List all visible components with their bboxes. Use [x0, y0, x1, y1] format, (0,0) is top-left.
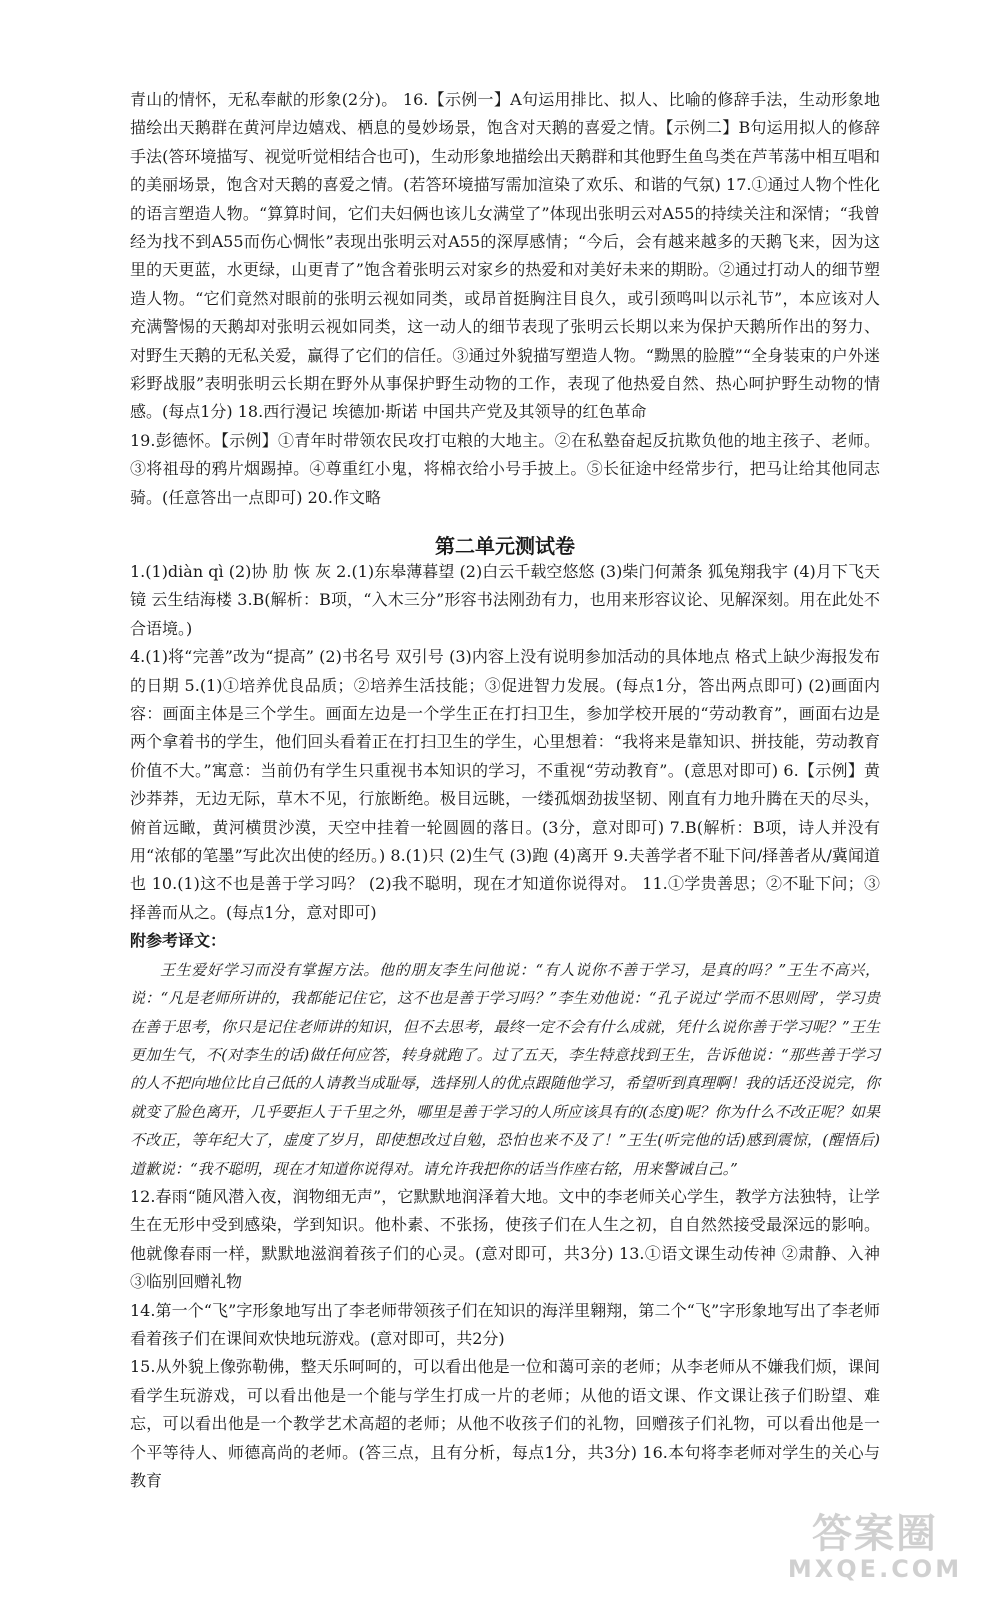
watermark-domain: MXQE.COM [787, 1555, 963, 1583]
translation-text: 王生爱好学习而没有掌握方法。他的朋友李生问他说：“有人说你不善于学习，是真的吗？”王生不高兴，说：“凡是老师所讲的，我都能记住它，这不也是善于学习吗？”李生劝他说：“孔子说过‘学而不思则罔’，学习贵在善于思考，你只是记住老师讲的知识，但不去思考，最终一定不会有什么成就，凭什么说你善于学习呢？”王生更加生气，不(对李生的话)做任何应答，转身就跑了。过了五天，李生特意找到王生，告诉他说：“那些善于学习的人不把向地位比自己低的人请教当成耻辱，选择别人的优点跟随他学习，希望听到真理啊！我的话还没说完，你就变了脸色离开，几乎要拒人于千里之外，哪里是善于学习的人所应该具有的(态度)呢？你为什么不改正呢？如果不改正，等年纪大了，虚度了岁月，即使想改过自勉，恐怕也来不及了！”王生(听完他的话)感到震惊，(醒悟后)道歉说：“我不聪明，现在才知道你说得对。请允许我把你的话当作座右铭，用来警诫自己。” [130, 960, 881, 1178]
answer-paragraph: 青山的情怀，无私奉献的形象(2分)。 16.【示例一】A句运用排比、拟人、比喻的修辞手法，生动形象地描绘出天鹅群在黄河岸边嬉戏、栖息的曼妙场景，饱含对天鹅的喜爱之情。【示例二】B句运用拟人的修辞手法(答环境描写、视觉听觉相结合也可)，生动形象地描绘出天鹅群和其他野生鱼鸟类在芦苇荡中相互唱和的美丽场景，饱含对天鹅的喜爱之情。(若答环境描写需加渲染了欢乐、和谐的气氛) 17.①通过人物个性化的语言塑造人物。“算算时间，它们夫妇俩也该儿女满堂了”体现出张明云对A55的持续关注和深情；“我曾经为找不到A55而伤心惆怅”表现出张明云对A55的深厚感情；“今后，会有越来越多的天鹅飞来，因为这里的天更蓝，水更绿，山更青了”饱含着张明云对家乡的热爱和对美好未来的期盼。②通过打动人的细节塑造人物。“它们竟然对眼前的张明云视如同类，或昂首挺胸注目良久，或引颈鸣叫以示礼节”，本应该对人充满警惕的天鹅却对张明云视如同类，这一动人的细节表现了张明云长期以来为保护天鹅所作出的努力、对野生天鹅的无私关爱，赢得了它们的信任。③通过外貌描写塑造人物。“黝黑的脸膛”“全身装束的户外迷彩野战服”表明张明云长期在野外从事保护野生动物的工作，表现了他热爱自然、热心呵护野生动物的情感。(每点1分) 18.西行漫记 埃德加·斯诺 中国共产党及其领导的红色革命 [130, 90, 880, 422]
middle-section [130, 558, 880, 1495]
top-section [130, 86, 880, 512]
answer-paragraph: 1.(1)diàn qì (2)协 肋 恢 灰 2.(1)东皋薄暮望 (2)白云千载空悠悠 (3)柴门何萧条 狐兔翔我宇 (4)月下飞天镜 云生结海楼 3.B(解析：B项，“入木三分”形容书法刚劲有力，也用来形容议论、见解深刻。用在此处不合语境。) [130, 562, 880, 638]
answer-paragraph: 14.第一个“飞”字形象地写出了李老师带领孩子们在知识的海洋里翱翔，第二个“飞”字形象地写出了李老师看着孩子们在课间欢快地玩游戏。(意对即可，共2分) [130, 1300, 880, 1348]
answer-paragraph: 4.(1)将“完善”改为“提高” (2)书名号 双引号 (3)内容上没有说明参加活动的具体地点 格式上缺少海报发布的日期 5.(1)①培养优良品质；②培养生活技能；③促进智力发展。(每点1分，答出两点即可) (2)画面内容：画面主体是三个学生。画面左边是一个学生正在打扫卫生，参加学校开展的“劳动教育”，画面右边是两个拿着书的学生，他们回头看着正在打扫卫生的学生，心里想着：“我将来是靠知识、拼技能，劳动教育价值不大。”寓意：当前仍有学生只重视书本知识的学习，不重视“劳动教育”。(意思对即可) 6.【示例】黄沙莽莽，无边无际，草木不见，行旅断绝。极目远眺，一缕孤烟劲拔坚韧、刚直有力地升腾在天的尽头，俯首远瞰，黄河横贯沙漠，天空中挂着一轮圆圆的落日。(3分，意对即可) 7.B(解析：B项，诗人并没有用“浓郁的笔墨”写此次出使的经历。) 8.(1)只 (2)生气 (3)跑 (4)离开 9.夫善学者不耻下问/择善者从/冀闻道也 10.(1)这不也是善于学习吗？ (2)我不聪明，现在才知道你说得对。 11.①学贵善思；②不耻下问；③择善而从之。(每点1分，意对即可) [130, 647, 880, 922]
watermark-logo-text: 答案圈 [812, 1511, 938, 1557]
answer-paragraph: 12.春雨“随风潜入夜，润物细无声”，它默默地润泽着大地。文中的李老师关心学生，教学方法独特，让学生在无形中受到感染，学到知识。他朴素、不张扬，使孩子们在人生之初，自自然然接受最深远的影响。他就像春雨一样，默默地滋润着孩子们的心灵。(意对即可，共3分) 13.①语文课生动传神 ②肃静、入神 ③临别回赠礼物 [130, 1186, 880, 1292]
answer-paragraph: 15.从外貌上像弥勒佛，整天乐呵呵的，可以看出他是一位和蔼可亲的老师；从李老师从不嫌我们烦，课间看学生玩游戏，可以看出他是一个能与学生打成一片的老师；从他的语文课、作文课让孩子们盼望、难忘，可以看出他是一个教学艺术高超的老师；从他不收孩子们的礼物，回赠孩子们礼物，可以看出他是一个平等待人、师德高尚的老师。(答三点，且有分析，每点1分，共3分) 16.本句将李老师对学生的关心与教育 [130, 1357, 880, 1490]
answer-paragraph: 19.彭德怀。【示例】①青年时带领农民攻打屯粮的大地主。②在私塾奋起反抗欺负他的地主孩子、老师。③将祖母的鸦片烟踢掉。④尊重红小鬼，将棉衣给小号手披上。⑤长征途中经常步行，把马让给其他同志骑。(任意答出一点即可) 20.作文略 [130, 430, 880, 507]
translation-heading: 附参考译文： [130, 931, 227, 951]
site-watermark [770, 1512, 980, 1588]
section-heading: 第二单元测试卷 [435, 534, 575, 558]
